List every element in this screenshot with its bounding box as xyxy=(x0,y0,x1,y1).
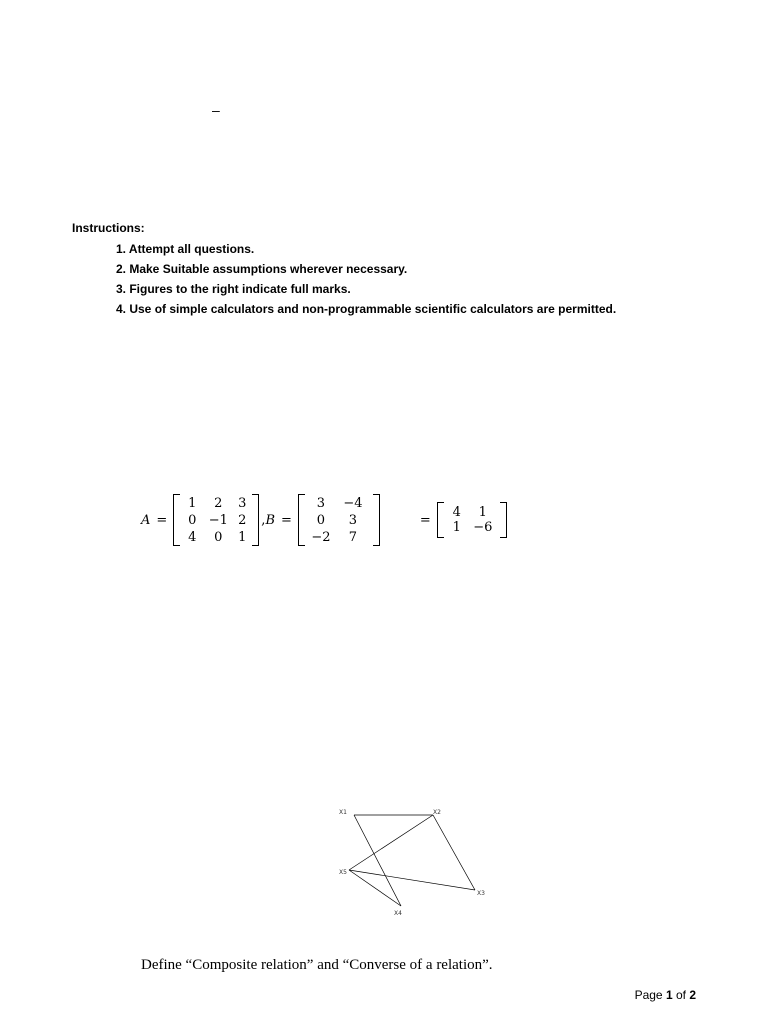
edge-x5-x4 xyxy=(349,870,401,906)
node-x3-label: X3 xyxy=(477,890,485,897)
instruction-item-3: 3. Figures to the right indicate full marks. xyxy=(116,282,351,296)
matrix-c-cell: 1 xyxy=(452,520,461,535)
matrix-c-left-bracket xyxy=(437,502,444,538)
node-x4-label: X4 xyxy=(394,910,402,917)
matrix-a-cell: 0 xyxy=(214,529,223,545)
header-dash: – xyxy=(212,102,220,118)
matrix-equation xyxy=(141,494,507,546)
matrix-c-cells xyxy=(444,502,500,538)
node-x1-label: X1 xyxy=(339,809,347,816)
matrix-b-right-bracket xyxy=(373,494,380,546)
instructions-list xyxy=(116,239,616,319)
matrix-b-cell: 7 xyxy=(348,529,358,545)
page-footer xyxy=(635,988,696,1002)
node-x5-label: X5 xyxy=(339,869,347,876)
matrix-b-label: B xyxy=(265,512,275,528)
matrix-b-cell: 3 xyxy=(348,512,358,528)
matrix-a xyxy=(173,494,259,546)
matrix-a-label: A xyxy=(141,512,151,528)
node-x2-label: X2 xyxy=(433,809,441,816)
footer-total-pages: 2 xyxy=(689,988,696,1002)
matrix-b-cell: −4 xyxy=(343,495,363,511)
matrix-b-cells xyxy=(305,494,373,546)
equals-sign-b: = xyxy=(281,512,292,528)
footer-current-page: 1 xyxy=(665,988,673,1002)
matrix-c xyxy=(437,502,507,538)
matrix-a-cells xyxy=(180,494,252,546)
matrix-b-cell: 3 xyxy=(316,495,326,511)
matrix-a-cell: 2 xyxy=(214,495,223,511)
instruction-item-2: 2. Make Suitable assumptions wherever necessary. xyxy=(116,262,408,276)
matrix-a-cell: 2 xyxy=(238,512,247,528)
matrix-a-left-bracket xyxy=(173,494,180,546)
edge-x5-x3 xyxy=(349,870,475,890)
instruction-item-1: 1. Attempt all questions. xyxy=(116,242,255,256)
matrix-c-cell: 4 xyxy=(452,505,461,520)
edge-x2-x3 xyxy=(433,815,475,890)
equals-sign-c: = xyxy=(419,512,431,528)
matrix-c-right-bracket xyxy=(500,502,507,538)
matrix-a-cell: −1 xyxy=(208,512,228,528)
matrix-c-cell: −6 xyxy=(473,520,493,535)
matrix-a-cell: 4 xyxy=(188,529,197,545)
matrix-b-cell: 0 xyxy=(316,512,326,528)
matrix-c-cell: 1 xyxy=(478,505,487,520)
matrix-a-cell: 1 xyxy=(188,495,197,511)
matrix-a-right-bracket xyxy=(252,494,259,546)
matrix-b xyxy=(298,494,380,546)
instructions-title: Instructions: xyxy=(72,221,145,235)
edge-x1-x4 xyxy=(354,815,401,906)
equals-sign-a: = xyxy=(156,512,168,528)
question-text: Define “Composite relation” and “Converse of a relation”. xyxy=(141,957,493,973)
footer-middle: of xyxy=(672,988,690,1002)
instruction-item-4: 4. Use of simple calculators and non-programmable scientific calculators are permitted. xyxy=(116,302,617,316)
matrix-b-cell: −2 xyxy=(311,529,331,545)
footer-prefix: Page xyxy=(634,988,666,1002)
edge-x2-x5 xyxy=(349,815,433,870)
matrix-a-cell: 0 xyxy=(188,512,197,528)
matrix-b-left-bracket xyxy=(298,494,305,546)
matrix-a-cell: 1 xyxy=(238,529,247,545)
matrix-a-cell: 3 xyxy=(238,495,247,511)
relation-graph xyxy=(330,800,500,925)
comma: , xyxy=(261,512,266,528)
